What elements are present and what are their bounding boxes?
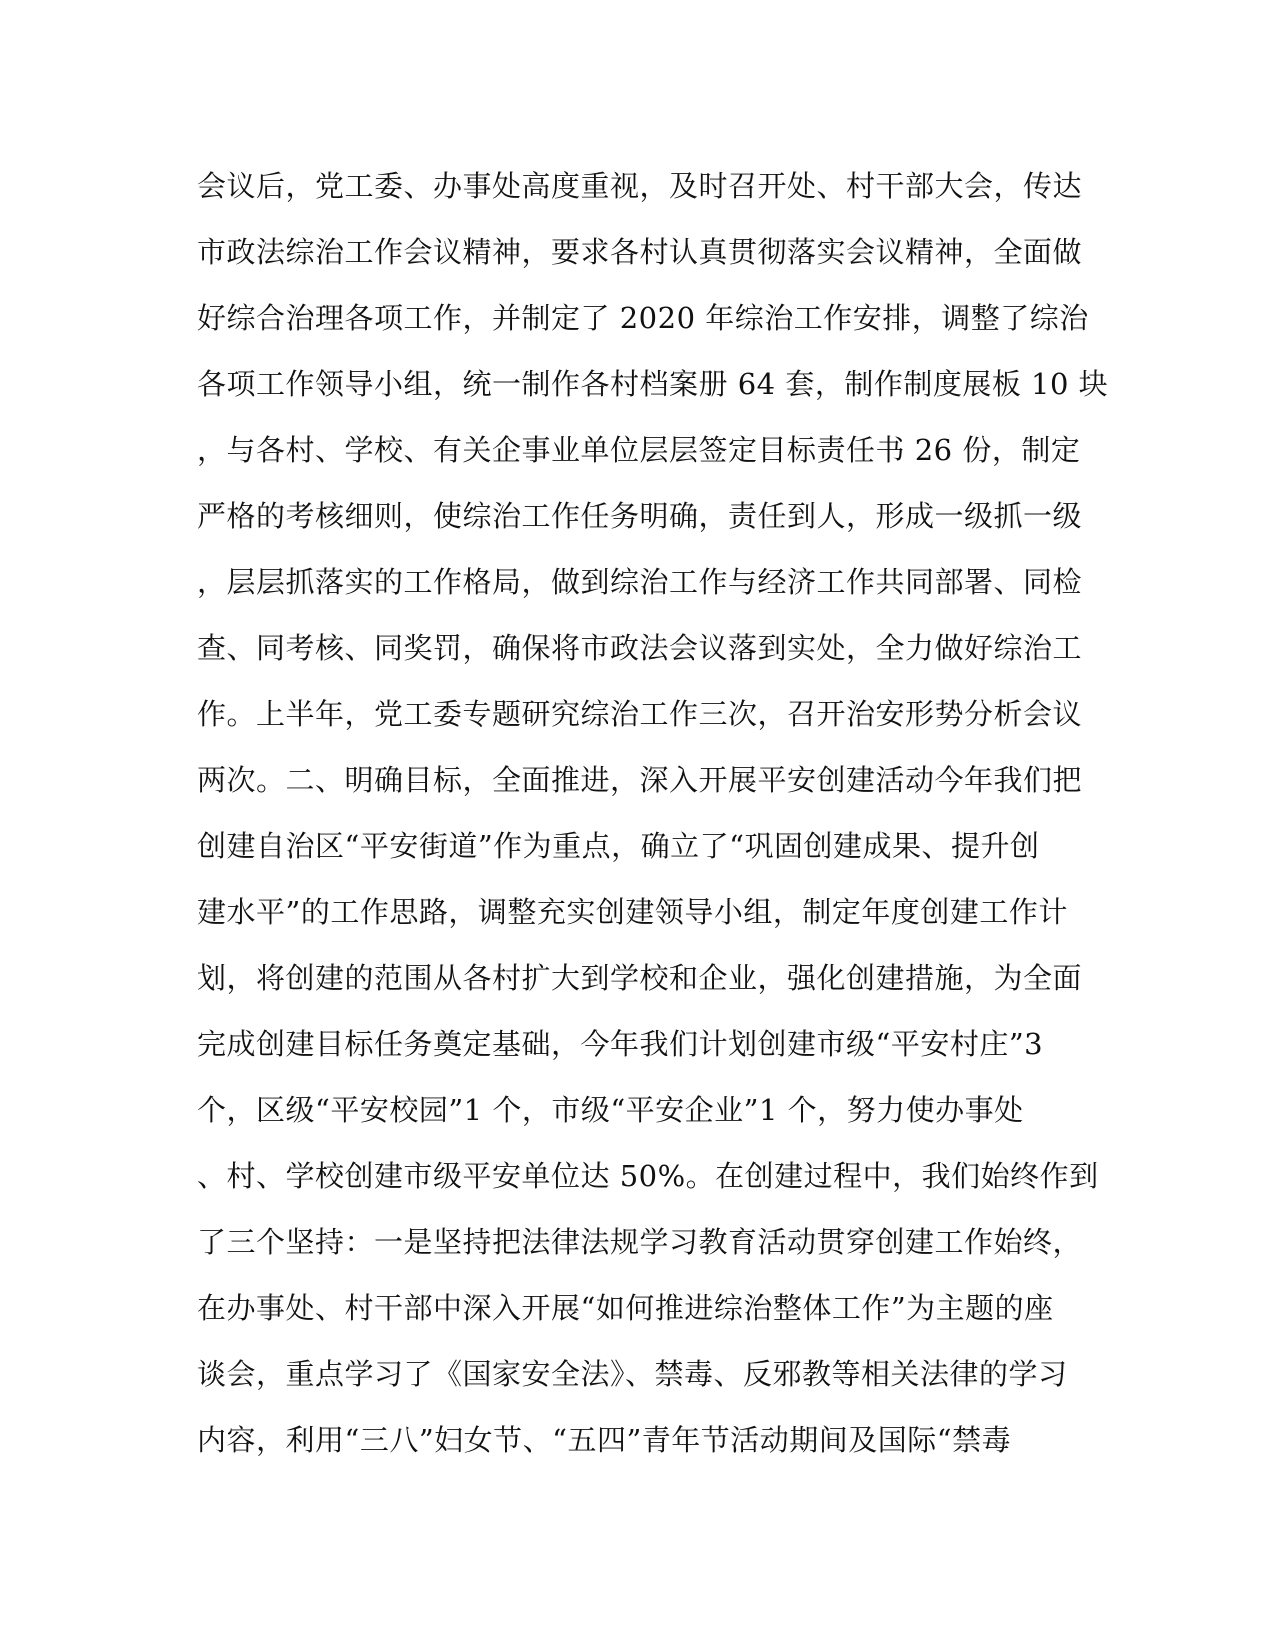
text-line: 严格的考核细则，使综治工作任务明确，责任到人，形成一级抓一级 xyxy=(197,499,1083,533)
text-line: 会议后，党工委、办事处高度重视，及时召开处、村干部大会，传达 xyxy=(197,169,1083,203)
text-line: 查、同考核、同奖罚，确保将市政法会议落到实处，全力做好综治工 xyxy=(197,631,1083,665)
body-text xyxy=(197,153,1109,1473)
text-line: 谈会，重点学习了《国家安全法》、禁毒、反邪教等相关法律的学习 xyxy=(197,1357,1068,1391)
text-line: 完成创建目标任务奠定基础，今年我们计划创建市级“平安村庄”3 xyxy=(197,1027,1044,1061)
text-line: 市政法综治工作会议精神，要求各村认真贯彻落实会议精神，全面做 xyxy=(197,235,1083,269)
text-line: ，层层抓落实的工作格局，做到综治工作与经济工作共同部署、同检 xyxy=(197,565,1083,599)
text-line: 各项工作领导小组，统一制作各村档案册 64 套，制作制度展板 10 块 xyxy=(197,367,1109,401)
text-line: 划，将创建的范围从各村扩大到学校和企业，强化创建措施，为全面 xyxy=(197,961,1083,995)
text-line: 个，区级“平安校园”1 个，市级“平安企业”1 个，努力使办事处 xyxy=(197,1093,1024,1127)
text-line: 两次。二、明确目标，全面推进，深入开展平安创建活动今年我们把 xyxy=(197,763,1083,797)
text-line: 在办事处、村干部中深入开展“如何推进综治整体工作”为主题的座 xyxy=(197,1291,1054,1325)
text-line: 创建自治区“平安街道”作为重点，确立了“巩固创建成果、提升创 xyxy=(197,829,1040,863)
text-line: 好综合治理各项工作，并制定了 2020 年综治工作安排，调整了综治 xyxy=(197,301,1089,335)
text-line: 作。上半年，党工委专题研究综治工作三次，召开治安形势分析会议 xyxy=(197,697,1083,731)
text-line: 、村、学校创建市级平安单位达 50%。在创建过程中，我们始终作到 xyxy=(197,1159,1099,1193)
text-line: 内容，利用“三八”妇女节、“五四”青年节活动期间及国际“禁毒 xyxy=(197,1423,1012,1457)
text-line: 了三个坚持：一是坚持把法律法规学习教育活动贯穿创建工作始终， xyxy=(197,1225,1083,1259)
text-line: 建水平”的工作思路，调整充实创建领导小组，制定年度创建工作计 xyxy=(197,895,1068,929)
text-line: ，与各村、学校、有关企事业单位层层签定目标责任书 26 份，制定 xyxy=(197,433,1081,467)
